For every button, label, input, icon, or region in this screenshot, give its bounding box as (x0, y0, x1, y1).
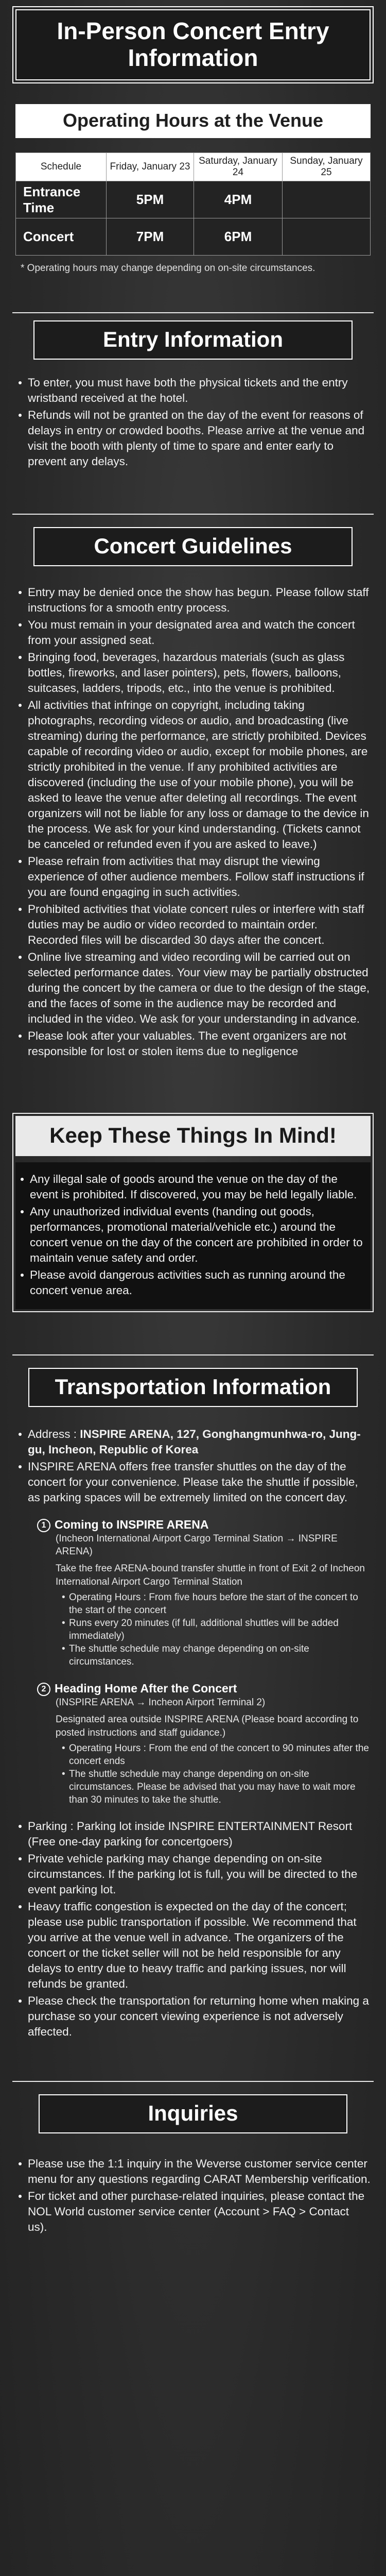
list-item: Entry may be denied once the show has begun. Please follow staff instructions for a smooth entry process. (19, 585, 371, 616)
list-item: Refunds will not be granted on the day of the event for reasons of delays in entry or crowded booths. Please arrive at the venue and visit the booth with plenty of time to spare and enter early to prevent any delays. (19, 408, 371, 469)
hours-cell: 6PM (194, 218, 283, 256)
address-item (19, 1427, 371, 1458)
list-item: To enter, you must have both the physical tickets and the entry wristband received at the hotel. (19, 375, 371, 406)
list-item: Heavy traffic congestion is expected on the day of the concert; please use public transportation if possible. We recommend that you arrive at the venue well in advance. The organizers of the concert or the ticket seller will not be held responsible for any delays to entry due to heavy traffic and parking issues, nor will refunds be granted. (19, 1899, 371, 1992)
list-item: You must remain in your designated area and watch the concert from your assigned seat. (19, 617, 371, 648)
list-item: Please check the transportation for returning home when making a purchase so your concert viewing experience is not adversely affected. (19, 1993, 371, 2040)
list-item: Any unauthorized individual events (handing out goods, performances, promotional material/vehicle etc.) around the concert venue on the day of the concert are prohibited in order to maintain venue safety and order. (21, 1204, 365, 1266)
hours-table (15, 152, 371, 256)
list-item: • Runs every 20 minutes (if full, additional shuttles will be added immediately) (62, 1617, 371, 1642)
list-item: Prohibited activities that violate concert rules or interfere with staff duties may be audio or video recorded to maintain order. Recorded files will be discarded 30 days after the concert. (19, 902, 371, 948)
hours-title: Operating Hours at the Venue (15, 104, 371, 138)
list-item: Please look after your valuables. The event organizers are not responsible for lost or stolen items due to negligence (19, 1028, 371, 1059)
address-label: Address : (28, 1428, 80, 1440)
hours-cell (283, 218, 371, 256)
list-item: Bringing food, beverages, hazardous materials (such as glass bottles, fireworks, and laser pointers), pets, flowers, balloons, suitcases, ladders, tripods, etc., into the venue is prohibited. (19, 650, 371, 696)
guidelines-list (0, 585, 386, 1059)
guidelines-section (0, 514, 386, 1059)
hours-row-entrance (16, 181, 371, 218)
entry-title: Entry Information (33, 320, 353, 360)
venue-address: INSPIRE ARENA, 127, Gonghangmunhwa-ro, Jung-gu, Incheon, Republic of Korea (28, 1428, 361, 1456)
inquiries-section (0, 2081, 386, 2235)
shuttle-to-venue (0, 1517, 386, 1668)
mind-list (15, 1172, 371, 1298)
shuttle-to-venue-head (37, 1517, 371, 1532)
page-title: In-Person Concert Entry Information (15, 9, 371, 80)
list-item: • The shuttle schedule may change depending on on-site circumstances. (62, 1642, 371, 1668)
list-item: Please use the 1:1 inquiry in the Weverse customer service center menu for any questions regarding CARAT Membership verification. (19, 2156, 371, 2187)
mind-body (15, 1162, 371, 1309)
hours-cell (283, 181, 371, 218)
shuttle-to-venue-title: Coming to INSPIRE ARENA (55, 1518, 209, 1531)
list-item: INSPIRE ARENA offers free transfer shuttles on the day of the concert for your convenience. Please take the shuttle if possible, as parking spaces will be extremely limited on the concert day. (19, 1459, 371, 1505)
hours-cell: 5PM (107, 181, 194, 218)
mind-box (12, 1113, 374, 1312)
list-item: For ticket and other purchase-related inquiries, please contact the NOL World customer service center (Account > FAQ > Contact us). (19, 2189, 371, 2235)
list-item: Online live streaming and video recording will be carried out on selected performance dates. Your view may be partially obstructed during the concert by the camera or due to the design of the stage, and the faces of some in the audience may be recorded and included in the video. We ask for your understanding in advance. (19, 950, 371, 1027)
list-item: Parking : Parking lot inside INSPIRE ENTERTAINMENT Resort (Free one-day parking for concertgoers) (19, 1819, 371, 1850)
transport-list (0, 1427, 386, 1505)
entry-section (0, 312, 386, 469)
list-item: Private vehicle parking may change depending on on-site circumstances. If the parking lot is full, you will be directed to the event parking lot. (19, 1851, 371, 1897)
guidelines-title: Concert Guidelines (33, 527, 353, 566)
shuttle-details (37, 1591, 371, 1668)
list-item: • Operating Hours : From five hours before the start of the concert to the start of the concert (62, 1591, 371, 1617)
entry-list (0, 375, 386, 469)
hours-cell: 4PM (194, 181, 283, 218)
shuttle-route: (Incheon International Airport Cargo Terminal Station → INSPIRE ARENA) (56, 1533, 338, 1557)
divider (12, 2081, 374, 2082)
list-item: Please avoid dangerous activities such as running around the concert venue area. (21, 1267, 365, 1298)
hours-header-row (16, 153, 371, 181)
hours-cell: 7PM (107, 218, 194, 256)
shuttle-home-title: Heading Home After the Concert (55, 1682, 237, 1695)
shuttle-route: (INSPIRE ARENA → Incheon Airport Terminal 2) (56, 1697, 266, 1708)
list-item: • The shuttle schedule may change depending on on-site circumstances. Please be advised that you may have to wait more than 30 minutes to take the shuttle. (62, 1768, 371, 1806)
shuttle-details (37, 1742, 371, 1806)
list-item: Any illegal sale of goods around the venue on the day of the event is prohibited. If discovered, you may be held legally liable. (21, 1172, 365, 1202)
hours-row-concert (16, 218, 371, 256)
shuttle-text: Designated area outside INSPIRE ARENA (Please board according to posted instructions and staff guidance.) (56, 1714, 359, 1738)
step-number: 2 (37, 1683, 50, 1696)
transport-section (0, 1354, 386, 2040)
inquiries-title: Inquiries (39, 2094, 347, 2133)
divider (12, 514, 374, 515)
divider (12, 1354, 374, 1355)
hours-section (0, 104, 386, 274)
shuttle-home (0, 1681, 386, 1806)
hours-col-schedule: Schedule (16, 153, 107, 181)
list-item: All activities that infringe on copyright, including taking photographs, recording videos or audio, and broadcasting (live streaming) during the performance, are strictly prohibited. Devices capable of recording video or audio, except for mobile phones, are strictly prohibited in the venue. If any prohibited activities are discovered (including the use of your mobile phone), you will be asked to leave the venue after deleting all recordings. The event organizers will not be liable for any loss or damage to the device in the process. We ask for your kind understanding. (Tickets cannot be canceled or refunded even if you are asked to leave.) (19, 698, 371, 852)
divider (12, 312, 374, 313)
mind-section (0, 1113, 386, 1312)
hours-col-friday: Friday, January 23 (107, 153, 194, 181)
list-item: • Operating Hours : From the end of the concert to 90 minutes after the concert ends (62, 1742, 371, 1768)
mind-title: Keep These Things In Mind! (15, 1116, 371, 1156)
hours-note: * Operating hours may change depending on on-site circumstances. (21, 263, 315, 274)
hours-col-sunday: Sunday, January 25 (283, 153, 371, 181)
list-item: Please refrain from activities that may disrupt the viewing experience of other audience members. Follow staff instructions if you are found engaging in such activities. (19, 854, 371, 900)
hours-row-label: Entrance Time (16, 181, 107, 218)
hours-col-saturday: Saturday, January 24 (194, 153, 283, 181)
shuttle-home-head (37, 1681, 371, 1696)
transport-list-2 (0, 1819, 386, 2040)
inquiries-list (0, 2156, 386, 2235)
shuttle-text: Take the free ARENA-bound transfer shuttle in front of Exit 2 of Incheon International Airport Cargo Terminal Station (56, 1563, 365, 1587)
step-number: 1 (37, 1519, 50, 1532)
transport-title: Transportation Information (28, 1368, 358, 1407)
hours-row-label: Concert (16, 218, 107, 256)
main-title-frame (12, 6, 374, 83)
